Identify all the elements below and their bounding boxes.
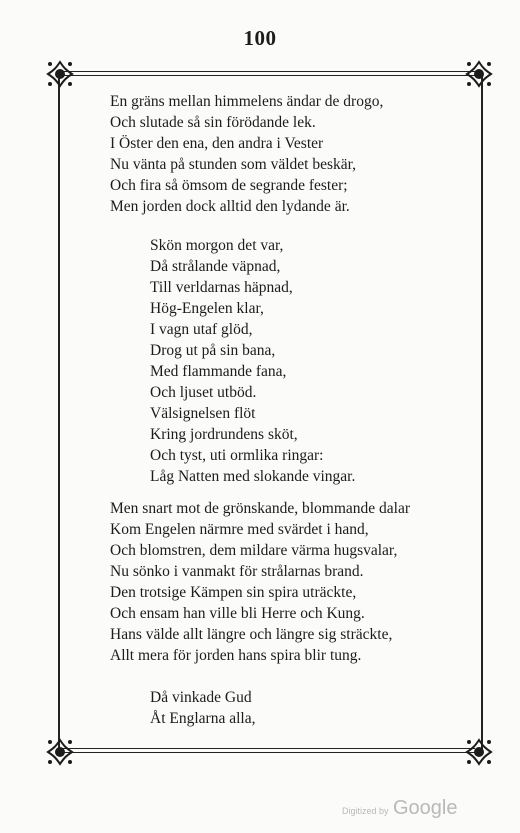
stanza [110, 91, 383, 217]
verse-line: Kom Engelen närmre med svärdet i hand, [110, 521, 369, 538]
verse-line: Allt mera för jorden hans spira blir tung. [110, 647, 362, 664]
verse-line: Och slutade så sin förödande lek. [110, 114, 316, 131]
watermark-brand: Google [392, 797, 458, 819]
verse-line: Men jorden dock alltid den lydande är. [110, 198, 350, 215]
verse-line: Och ensam han ville bli Herre och Kung. [110, 605, 365, 622]
verse-line: Då vinkade Gud [150, 689, 252, 706]
stanza [150, 687, 255, 729]
ornamental-flourish-icon [465, 738, 493, 766]
verse-line: Låg Natten med slokande vingar. [150, 468, 356, 485]
verse-line: Hög-Engelen klar, [150, 300, 264, 317]
verse-line: Den trotsige Kämpen sin spira uträckte, [110, 584, 357, 601]
verse-line: Till verldarnas häpnad, [150, 279, 293, 296]
verse-line: I Öster den ena, den andra i Vester [110, 135, 324, 152]
verse-line: Då strålande väpnad, [150, 258, 281, 275]
digitization-watermark [342, 797, 457, 820]
verse-line: Skön morgon det var, [150, 237, 284, 254]
verse-line: Åt Englarna alla, [150, 710, 256, 727]
verse-line: Med flammande fana, [150, 363, 287, 380]
watermark-prefix: Digitized by [342, 806, 389, 816]
verse-line: Drog ut på sin bana, [150, 342, 276, 359]
frame-rule-bottom [62, 748, 475, 753]
verse-line: Och blomstren, dem mildare värma hugsvalar, [110, 542, 398, 559]
verse-line: Och ljuset utböd. [150, 384, 257, 401]
ornamental-flourish-icon [465, 60, 493, 88]
page-number: 100 [243, 26, 277, 50]
verse-line: Och fira så ömsom de segrande fester; [110, 177, 348, 194]
frame-rule-top [62, 71, 475, 76]
verse-line: Hans välde allt längre och längre sig sträckte, [110, 626, 393, 643]
verse-line: Kring jordrundens sköt, [150, 426, 298, 443]
verse-line: Välsignelsen flöt [150, 405, 256, 422]
ornamental-flourish-icon [46, 738, 74, 766]
verse-line: Nu vänta på stunden som väldet beskär, [110, 156, 357, 173]
verse-line: I vagn utaf glöd, [150, 321, 253, 338]
stanza [150, 235, 355, 487]
verse-line: Och tyst, uti ormlika ringar: [150, 447, 324, 464]
verse-line: En gräns mellan himmelens ändar de drogo, [110, 93, 384, 110]
stanza [110, 498, 410, 666]
verse-line: Men snart mot de grönskande, blommande dalar [110, 500, 411, 517]
ornamental-flourish-icon [46, 60, 74, 88]
verse-line: Nu sönko i vanmakt för strålarnas brand. [110, 563, 364, 580]
